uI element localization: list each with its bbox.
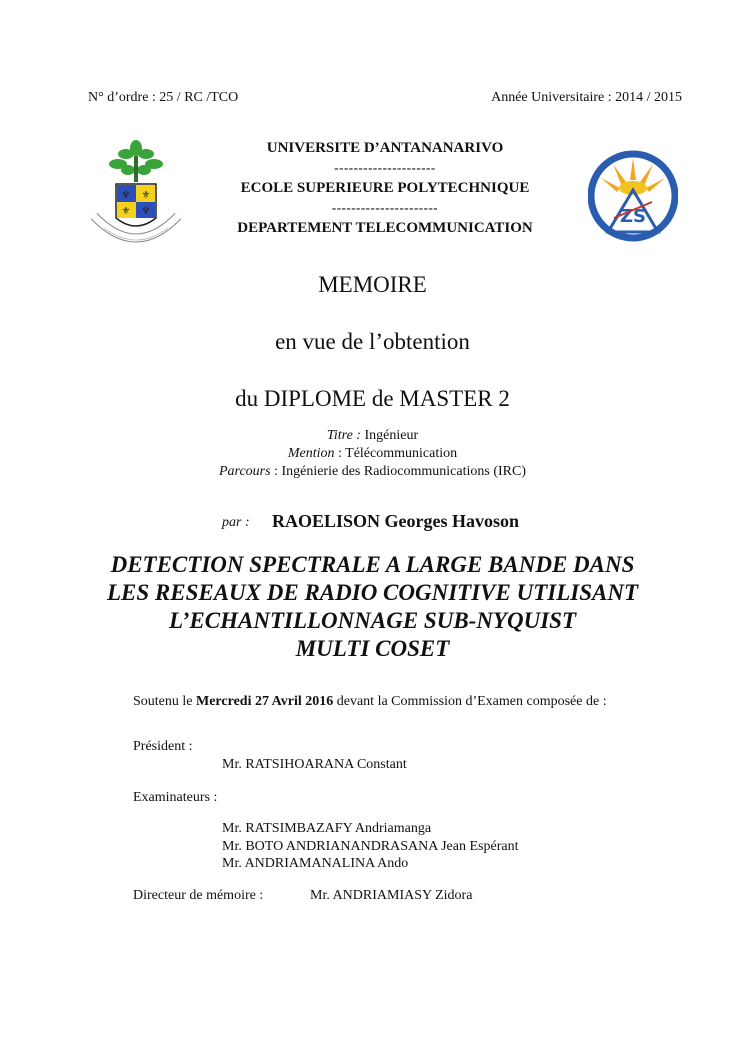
- president-label: Président :: [133, 739, 193, 754]
- document-purpose: en vue de l’obtention: [275, 329, 470, 354]
- document-type: MEMOIRE: [318, 272, 427, 297]
- thesis-title-line-2: LES RESEAUX DE RADIO COGNITIVE UTILISANT: [106, 580, 639, 605]
- svg-text:♆: ♆: [141, 206, 151, 217]
- examiner-2: Mr. BOTO ANDRIANANDRASANA Jean Espérant: [222, 839, 519, 854]
- svg-text:ZS: ZS: [619, 206, 647, 227]
- author-name: RAOELISON Georges Havoson: [272, 511, 520, 531]
- director-name: Mr. ANDRIAMIASY Zidora: [310, 888, 473, 903]
- thesis-title-line-3: L’ECHANTILLONNAGE SUB-NYQUIST: [168, 608, 576, 633]
- par-label: par :: [222, 515, 250, 530]
- thesis-title-line-1: DETECTION SPECTRALE A LARGE BANDE DANS: [110, 552, 635, 577]
- separator-2: ----------------------: [331, 200, 439, 215]
- mention-line: Mention : Télécommunication: [287, 446, 458, 461]
- order-number: N° d’ordre : 25 / RC /TCO: [88, 90, 239, 105]
- parcours-line: Parcours : Ingénierie des Radiocommunications (IRC): [218, 464, 527, 479]
- academic-year: Année Universitaire : 2014 / 2015: [491, 90, 682, 105]
- svg-text:♆: ♆: [121, 190, 131, 201]
- examiner-1: Mr. RATSIMBAZAFY Andriamanga: [222, 821, 432, 836]
- polytechnique-logo: [588, 140, 678, 252]
- titre-line: Titre : Ingénieur: [326, 428, 419, 443]
- diploma: du DIPLOME de MASTER 2: [235, 386, 510, 411]
- thesis-title-line-4: MULTI COSET: [295, 636, 450, 661]
- svg-text:⚜: ⚜: [121, 206, 131, 217]
- president-name: Mr. RATSIHOARANA Constant: [222, 757, 407, 772]
- defense-line: Soutenu le Mercredi 27 Avril 2016 devant la Commission d’Examen composée de :: [133, 694, 607, 709]
- examiners-label: Examinateurs :: [133, 790, 218, 805]
- separator-1: ---------------------: [334, 160, 436, 175]
- director-label: Directeur de mémoire :: [133, 888, 264, 903]
- department-name: DEPARTEMENT TELECOMMUNICATION: [237, 220, 533, 236]
- university-name: UNIVERSITE D’ANTANANARIVO: [266, 140, 504, 156]
- defense-date: Mercredi 27 Avril 2016: [196, 694, 334, 709]
- thesis-title: [40, 551, 705, 663]
- school-name: ECOLE SUPERIEURE POLYTECHNIQUE: [240, 180, 530, 196]
- examiner-3: Mr. ANDRIAMANALINA Ando: [222, 856, 409, 871]
- svg-text:⚜: ⚜: [141, 190, 151, 201]
